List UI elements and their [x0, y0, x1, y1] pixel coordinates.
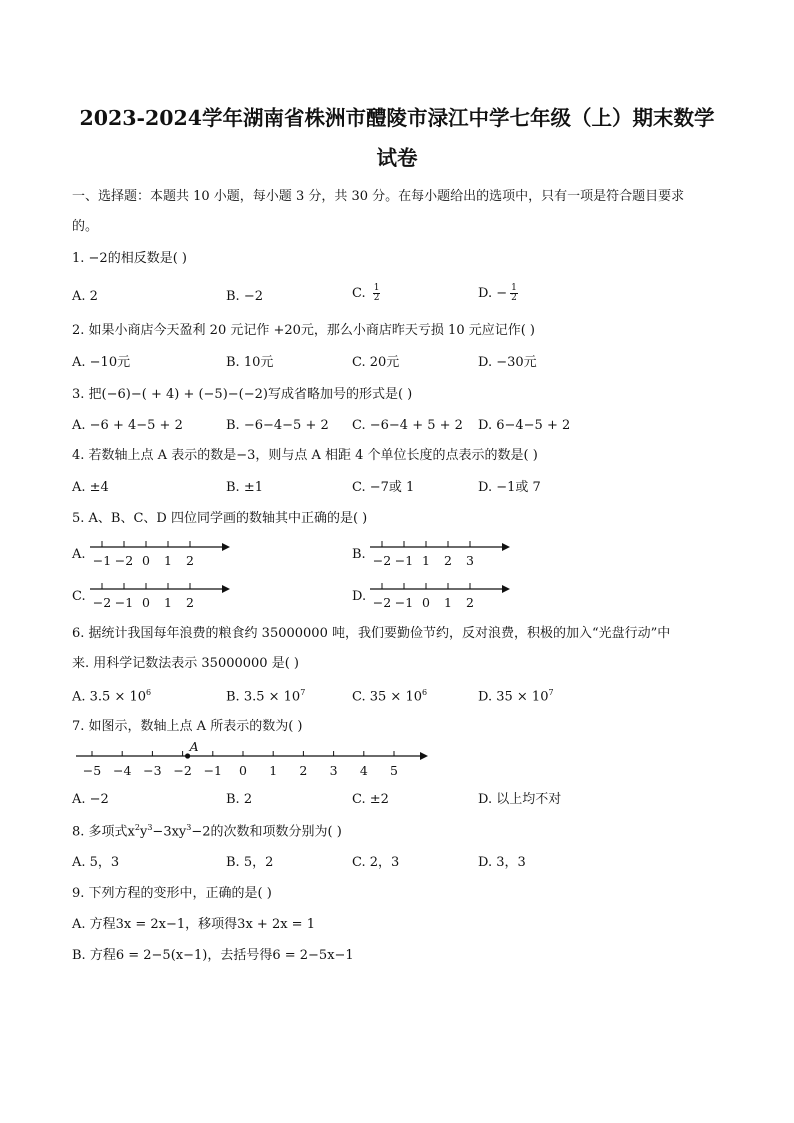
number-line-figure — [370, 579, 510, 613]
axis-tick-label: 3 — [466, 553, 474, 568]
axis-tick-label: −1 — [394, 553, 414, 568]
question-5-option-b-number-line — [370, 537, 510, 571]
section-heading-continued: 的。 — [72, 219, 99, 234]
question-3-option-b: B. −6−4−5 + 2 — [226, 418, 329, 433]
axis-tick-label: 0 — [239, 763, 247, 778]
question-1-option-d: D. − $\frac{1}{2}$ — [478, 283, 517, 303]
question-5-option-c-number-line — [90, 579, 230, 613]
question-7-option-d: D. 以上均不对 — [478, 792, 562, 807]
question-4-option-a: A. ±4 — [72, 480, 109, 495]
question-4-option-d: D. −1或 7 — [478, 480, 541, 495]
question-6-option-b: B. $3.5 \times 10^7$ — [226, 688, 306, 705]
axis-tick-label: −4 — [112, 763, 132, 778]
question-8-option-b: B. 5，2 — [226, 855, 274, 870]
axis-tick-label: 0 — [422, 595, 430, 610]
question-6-stem: 6. 据统计我国每年浪费的粮食约 35000000 吨，我们要勤俭节约，反对浪费，积极的加入“光盘行动”中 — [72, 626, 671, 641]
question-5-option-d-letter: D. — [352, 589, 367, 604]
question-3-option-a: A. −6 + 4−5 + 2 — [72, 418, 183, 433]
axis-arrow — [420, 752, 428, 760]
axis-tick-label: −2 — [173, 763, 192, 778]
question-1-option-b: B. −2 — [226, 289, 263, 304]
question-8-stem: 8. 多项式$x^2y^3-3xy^3-2$的次数和项数分别为( ) — [72, 823, 342, 840]
question-6-option-d: D. $35 \times 10^7$ — [478, 688, 554, 705]
document-title-line2: 试卷 — [376, 146, 418, 170]
fraction: $\frac{1}{2}$ — [511, 283, 517, 303]
question-7-number-line — [76, 739, 426, 784]
fraction: $\frac{1}{2}$ — [373, 283, 380, 303]
axis-tick-label: 2 — [466, 595, 474, 610]
question-7-option-a: A. −2 — [72, 792, 109, 807]
question-6-stem-continued: 来. 用科学记数法表示 35000000 是( ) — [72, 656, 299, 671]
axis-arrow — [222, 585, 230, 593]
question-2-stem: 2. 如果小商店今天盈利 20 元记作 +20元，那么小商店昨天亏损 10 元应记作( ) — [72, 323, 535, 338]
question-7-stem: 7. 如图示，数轴上点 A 所表示的数为( ) — [72, 719, 303, 734]
axis-tick-label: −3 — [143, 763, 162, 778]
question-8-option-a: A. 5，3 — [72, 855, 120, 870]
question-5-option-c-letter: C. — [72, 589, 86, 604]
question-6-option-c: C. $35 \times 10^6$ — [352, 688, 428, 705]
question-8-option-d: D. 3，3 — [478, 855, 526, 870]
question-3-option-d: D. 6−4−5 + 2 — [478, 418, 571, 433]
question-7-option-c: C. ±2 — [352, 792, 389, 807]
question-8-option-c: C. 2，3 — [352, 855, 400, 870]
question-2-option-c: C. 20元 — [352, 355, 400, 370]
axis-tick-label: −1 — [92, 553, 112, 568]
question-4-option-c: C. −7或 1 — [352, 480, 415, 495]
question-3-stem: 3. 把(−6)−( + 4) + (−5)−(−2)写成省略加号的形式是( ) — [72, 387, 413, 402]
axis-tick-label: −2 — [372, 595, 392, 610]
axis-tick-label: 2 — [186, 553, 194, 568]
question-5-stem: 5. A、B、C、D 四位同学画的数轴其中正确的是( ) — [72, 511, 368, 526]
question-6-option-a: A. $3.5 \times 10^6$ — [72, 688, 152, 705]
question-5-option-d-number-line — [370, 579, 510, 613]
question-4-stem: 4. 若数轴上点 A 表示的数是−3，则与点 A 相距 4 个单位长度的点表示的数是( ) — [72, 448, 538, 463]
question-5-option-a-number-line — [90, 537, 230, 571]
question-1-option-a: A. 2 — [72, 289, 98, 304]
question-9-option-b: B. 方程6 = 2−5(x−1)，去括号得6 = 2−5x−1 — [72, 948, 354, 963]
question-4-option-b: B. ±1 — [226, 480, 263, 495]
number-line-figure — [370, 537, 510, 571]
axis-tick-label: −2 — [92, 595, 112, 610]
question-1-stem: 1. −2的相反数是( ) — [72, 251, 187, 266]
axis-tick-label: 5 — [390, 763, 398, 778]
section-heading: 一、选择题：本题共 10 小题，每小题 3 分，共 30 分。在每小题给出的选项中，只有一项是符合题目要求 — [72, 189, 685, 204]
axis-tick-label: −5 — [82, 763, 102, 778]
question-2-option-d: D. −30元 — [478, 355, 537, 370]
number-line-figure — [90, 537, 230, 571]
axis-tick-label: 1 — [422, 553, 430, 568]
point-a-label: A — [189, 739, 199, 754]
axis-tick-label: 2 — [299, 763, 308, 778]
question-3-option-c: C. −6−4 + 5 + 2 — [352, 418, 463, 433]
question-1-option-c: C. $\frac{1}{2}$ — [352, 283, 380, 303]
question-7-option-b: B. 2 — [226, 792, 253, 807]
axis-tick-label: 2 — [444, 553, 452, 568]
axis-tick-label: −2 — [114, 553, 134, 568]
axis-tick-label: −1 — [114, 595, 134, 610]
axis-arrow — [502, 543, 510, 551]
question-9-option-a: A. 方程3x = 2x−1，移项得3x + 2x = 1 — [72, 917, 315, 932]
axis-tick-label: −1 — [203, 763, 223, 778]
number-line-figure — [76, 739, 426, 784]
question-2-option-a: A. −10元 — [72, 355, 131, 370]
question-5-option-b-letter: B. — [352, 547, 366, 562]
axis-tick-label: −2 — [372, 553, 392, 568]
axis-tick-label: 1 — [444, 595, 452, 610]
question-5-option-a-letter: A. — [72, 547, 86, 562]
axis-tick-label: 2 — [186, 595, 194, 610]
axis-tick-label: 0 — [142, 595, 150, 610]
axis-tick-label: 1 — [269, 763, 278, 778]
axis-arrow — [502, 585, 510, 593]
axis-tick-label: −1 — [394, 595, 414, 610]
question-9-stem: 9. 下列方程的变形中，正确的是( ) — [72, 886, 272, 901]
axis-arrow — [222, 543, 230, 551]
axis-tick-label: 1 — [164, 595, 172, 610]
question-2-option-b: B. 10元 — [226, 355, 274, 370]
axis-tick-label: 4 — [359, 763, 368, 778]
point-a-marker — [185, 753, 190, 758]
document-title-line1: 2023-2024学年湖南省株洲市醴陵市渌江中学七年级（上）期末数学 — [79, 106, 715, 130]
axis-tick-label: 0 — [142, 553, 150, 568]
number-line-figure — [90, 579, 230, 613]
axis-tick-label: 3 — [329, 763, 338, 778]
axis-tick-label: 1 — [164, 553, 172, 568]
